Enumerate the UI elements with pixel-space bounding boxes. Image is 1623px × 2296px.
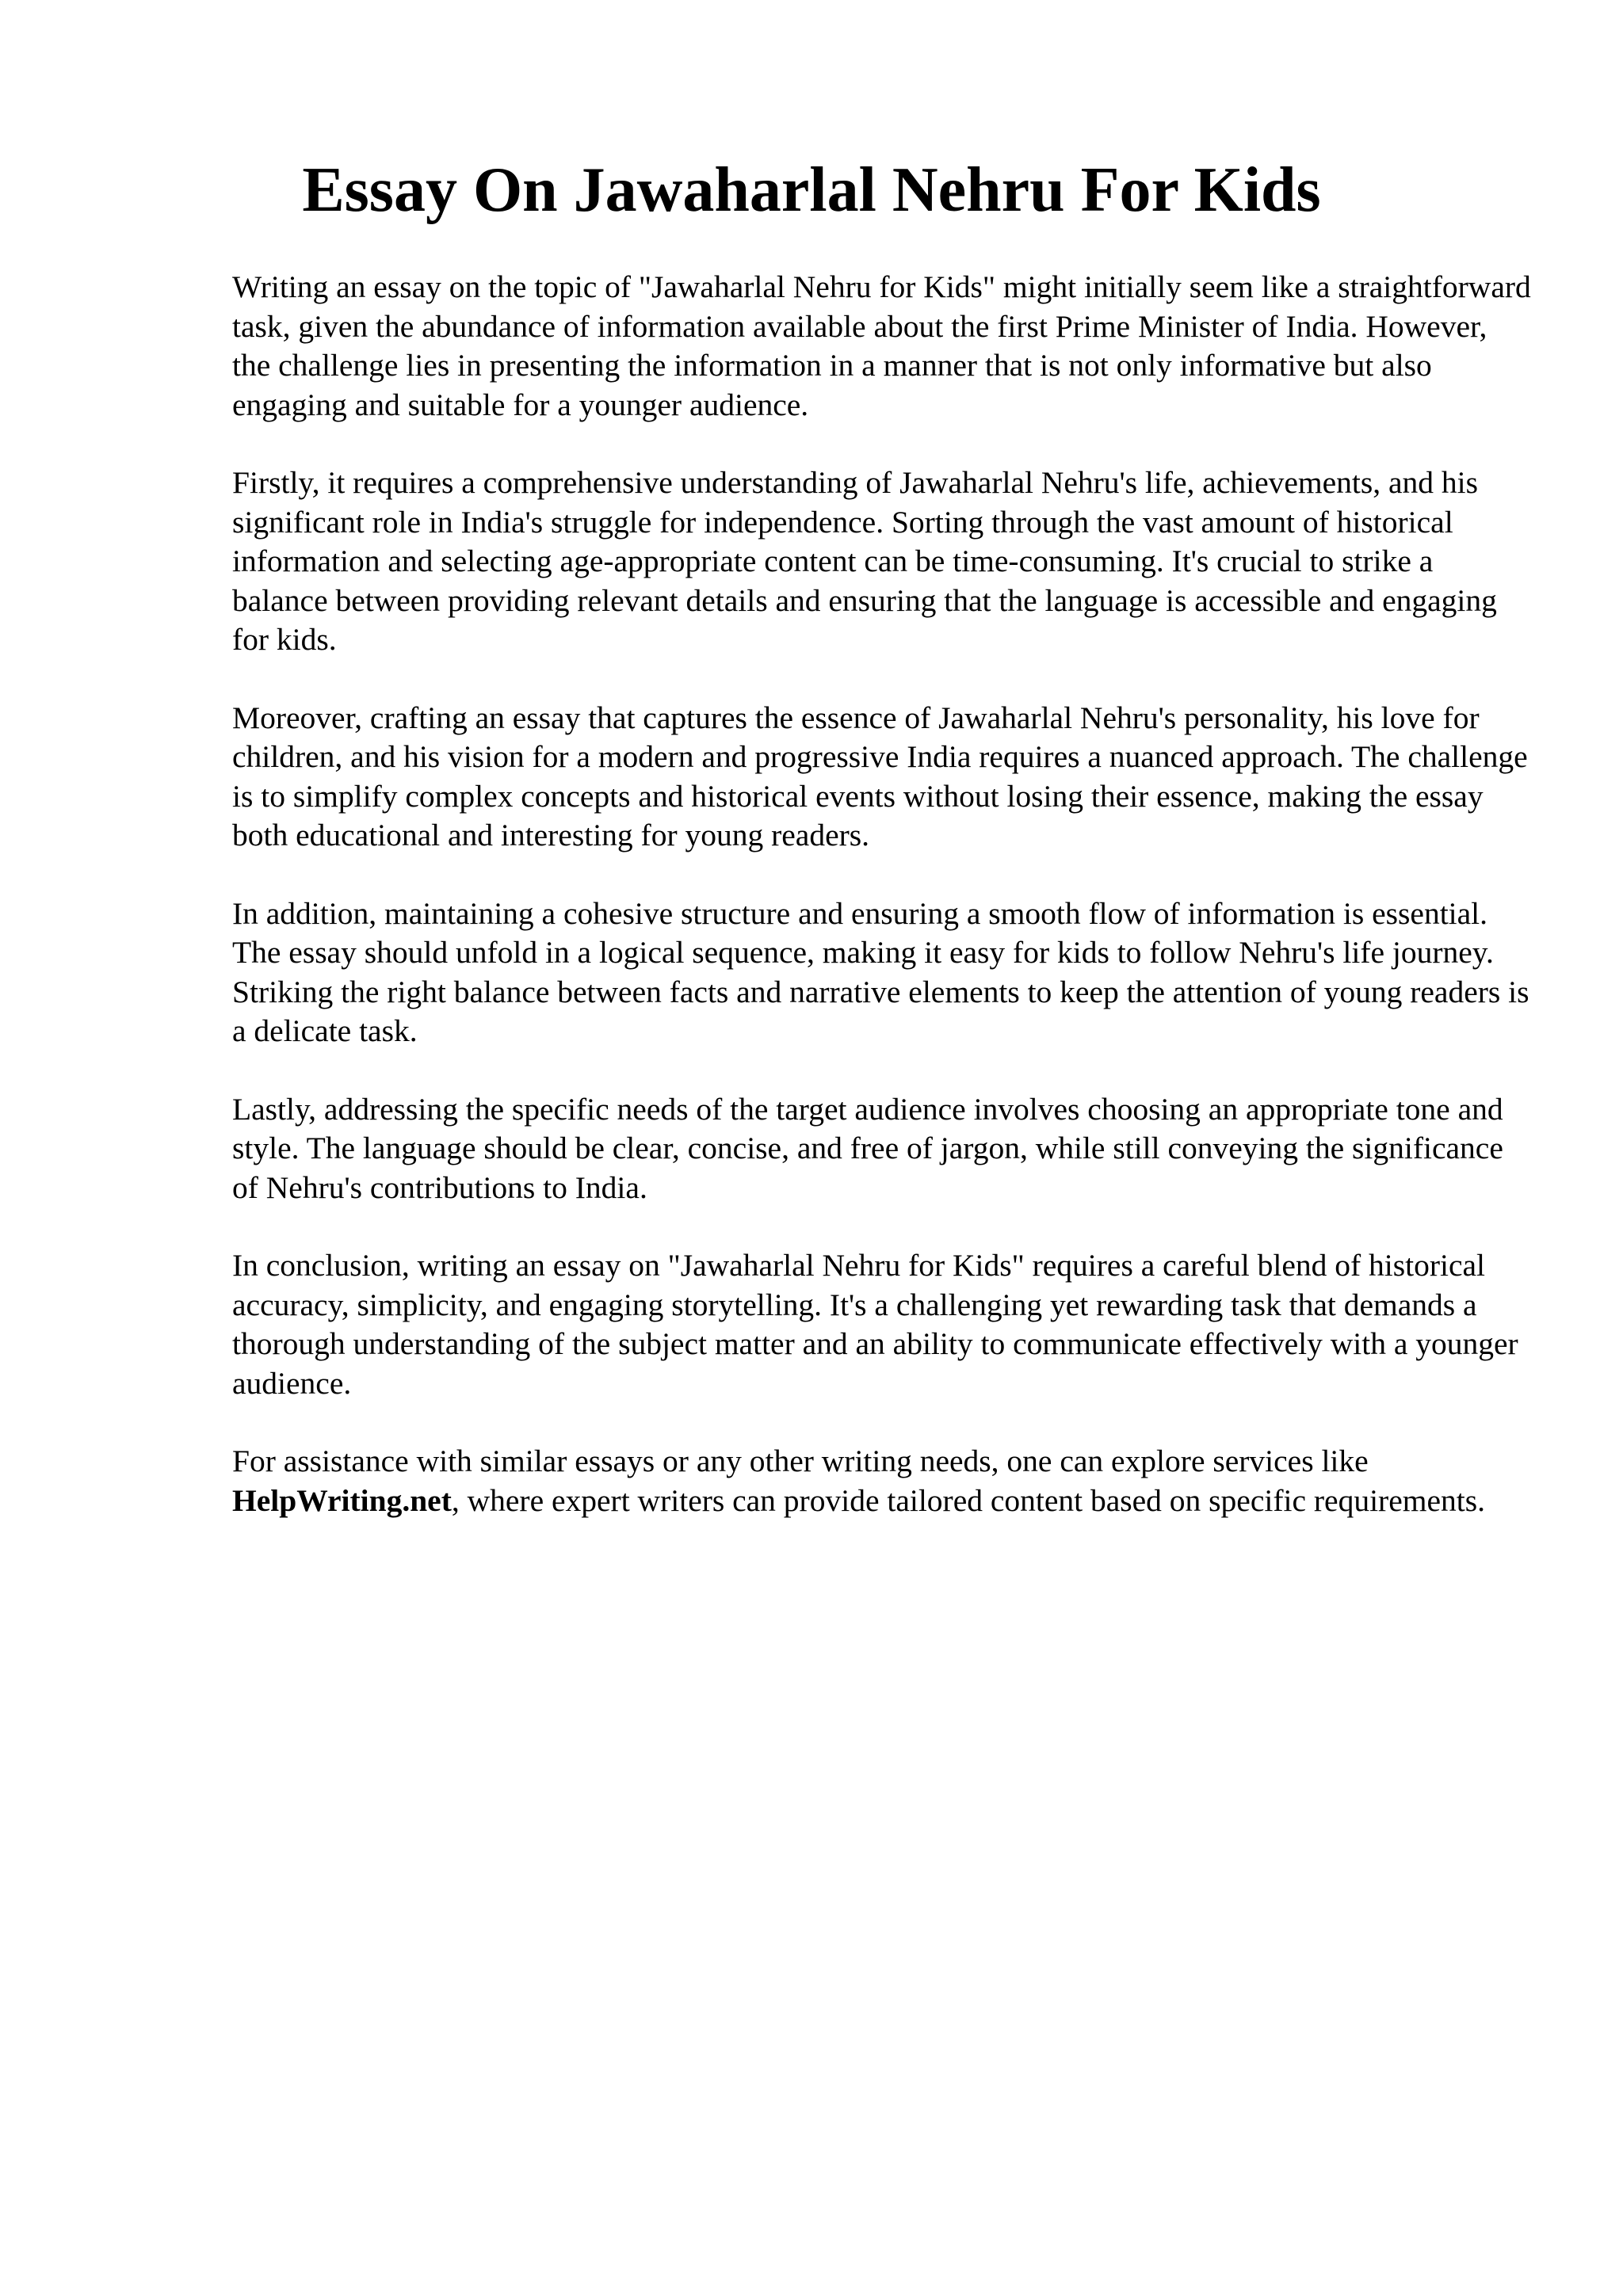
- closing-paragraph: [232, 1442, 1532, 1520]
- closing-text-before: For assistance with similar essays or any other writing needs, one can explore services like: [232, 1444, 1369, 1478]
- paragraph-1: Writing an essay on the topic of "Jawaharlal Nehru for Kids" might initially seem like a straightforward task, given the abundance of information available about the first Prime Minister of India. However, the challenge lies in presenting the information in a manner that is not only informative but also engaging and suitable for a younger audience.: [232, 269, 1531, 422]
- paragraph-2: Firstly, it requires a comprehensive understanding of Jawaharlal Nehru's life, achievements, and his significant role in India's struggle for independence. Sorting through the vast amount of historical information and selecting age-appropriate content can be time-consuming. It's crucial to strike a balance between providing relevant details and ensuring that the language is accessible and engaging for kids.: [232, 465, 1497, 657]
- brand-name: HelpWriting.net: [232, 1482, 452, 1518]
- page-title: Essay On Jawaharlal Nehru For Kids: [302, 155, 1321, 225]
- paragraph-3: Moreover, crafting an essay that captures the essence of Jawaharlal Nehru's personality, his love for children, and his vision for a modern and progressive India requires a nuanced approach. The challenge is to simplify complex concepts and historical events without losing their essence, making the essay both educational and interesting for young readers.: [232, 700, 1528, 852]
- essay-body: [232, 268, 1532, 1559]
- paragraph-5: Lastly, addressing the specific needs of the target audience involves choosing an appropriate tone and style. The language should be clear, concise, and free of jargon, while still conveying the significance of Nehru's contributions to India.: [232, 1091, 1503, 1205]
- closing-text-after: , where expert writers can provide tailored content based on specific requirements.: [451, 1482, 1485, 1518]
- paragraph-6: In conclusion, writing an essay on "Jawaharlal Nehru for Kids" requires a careful blend of historical accuracy, simplicity, and engaging storytelling. It's a challenging yet rewarding task that demands a thorough understanding of the subject matter and an ability to communicate effectively with a younger audience.: [232, 1248, 1518, 1401]
- paragraph-4: In addition, maintaining a cohesive structure and ensuring a smooth flow of information is essential. The essay should unfold in a logical sequence, making it easy for kids to follow Nehru's life journey. Striking the right balance between facts and narrative elements to keep the attention of young readers is a delicate task.: [232, 895, 1529, 1048]
